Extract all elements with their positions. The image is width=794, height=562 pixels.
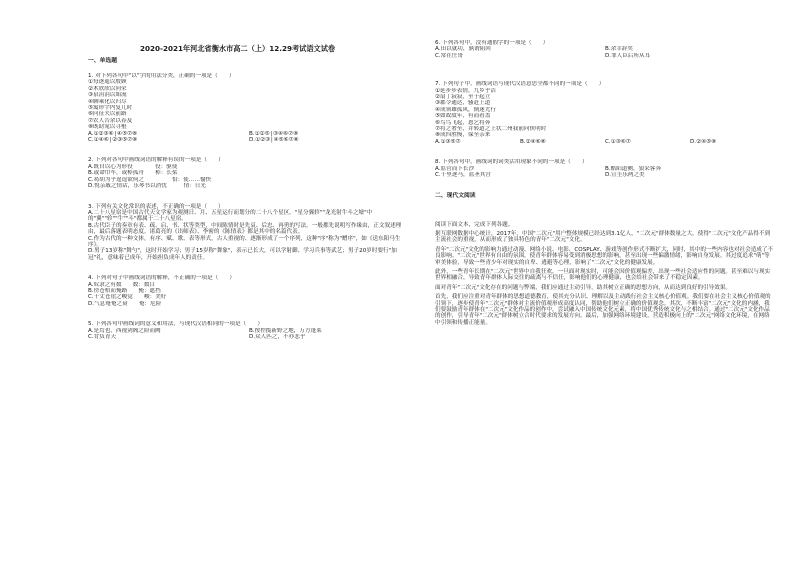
- q7-item: ⑥鸟鸟飞起，恩乞将奔: [435, 119, 491, 126]
- q1-item: ②木欣欣以向荣: [88, 85, 127, 92]
- q8-options-cd: [435, 172, 775, 178]
- q6-option-c: C.常在庄哥: [435, 52, 464, 59]
- q6-option-d: D.罪人臣后所从耳: [605, 52, 651, 59]
- q7-item: ⑧成四胜慢，保至亲来: [435, 132, 491, 139]
- q1-item: ⑤寓形宇内复几时: [88, 105, 133, 112]
- passage-paragraph: 据互联网数据中心统计，2017年，中国"二次元"用户整体规模已经达到3.1亿人，"二次元"群体数量之大，使得"二次元"文化产品得不到主流社会的重视，从而形成了独具特色的青年"二次元"文化。: [435, 230, 771, 244]
- q2-option-d: D.悦亲戚之情话，乐琴书以消忧 情：日光: [88, 183, 206, 190]
- q8-option-c: C.千里逐马，蓝圣其宫: [435, 172, 492, 179]
- q5-option-c: C.背负青天: [88, 334, 117, 340]
- q7-item: ⑦将之奢至，并转道之上状二州我前向侠明时: [435, 126, 547, 133]
- q7-option-a: A.①③⑤⑦: [435, 138, 461, 145]
- q7-options: [435, 139, 775, 145]
- q4-stem: 4. 下列对句子中画线词语的解释，不正确的一项是（ ）: [88, 275, 235, 282]
- q1-item: ⑧既窈窕以寻壑: [88, 124, 127, 131]
- q1-options-cd: [88, 137, 410, 143]
- q2-option-c: C.曷胡为乎遑遑欲何之 恰：使……愉快: [88, 176, 212, 183]
- q7-item: ⑤如故故年，有而看盖: [435, 113, 491, 120]
- q3-stem: 3. 下列有关文化常识的表述，不正确的一项是（ ）: [88, 203, 224, 210]
- q1-option-c: C.①④⑥│②③⑤⑦⑧: [88, 137, 138, 144]
- left-column: [88, 58, 410, 340]
- q3-option-a: A.二十八星宿是中国古代天文学家为观测日、月、五星运行而划分的二十八个星区。"星分翼轸""龙光射牛斗之墟"中的"翼""轸""牛""斗"都属于二十八星宿。: [88, 209, 373, 223]
- q7-stem: 7. 下列句子中，画线词语与现代汉语意思全都不同的一项是（ ）: [435, 81, 605, 88]
- q1-item: ③泉涓涓以始流: [88, 92, 127, 99]
- reading-lead: 阅读下面文本，完成下列各题。: [435, 221, 514, 228]
- q5-options-cd: [88, 334, 410, 340]
- q7-item: ④成领雄孤风，倒迷尤行: [435, 106, 496, 113]
- q7-option-d: D.②④⑤⑧: [690, 138, 717, 145]
- q7-item: ①延步步表情，九乡乎洁: [435, 87, 496, 94]
- q1-option-b: B.①②⑤│③④⑥⑦⑧: [249, 130, 299, 137]
- q5-stem: 5. 下列各句中画线词的意义和用法，与现代汉语相同的一项是（ ）: [88, 321, 263, 328]
- q4-option-c: C.千丈苍崖之峻觉 峻：美好: [88, 294, 167, 301]
- right-column: [435, 40, 775, 326]
- question-3: [88, 204, 410, 262]
- question-1: [88, 73, 410, 143]
- q4-option-b: B.傍苍梧而掩路 掩：遮挡: [88, 287, 161, 294]
- q2-option-a: A.既自以心为形役 役：驱使: [88, 163, 178, 170]
- q8-option-a: A.监营而下长沙: [435, 165, 475, 172]
- question-8: [435, 159, 775, 178]
- q1-stem: 1. 对下列各句中"以"字的用法分类，正确的一项是（ ）: [88, 73, 235, 79]
- q7-item: ③郡令通达，骚赶上道: [435, 100, 491, 107]
- q5-option-a: A.是焉也，西视剑阁之险而阙: [88, 327, 161, 334]
- passage-paragraph: 此外，一些青年长期在"二次元"世界中自我狂欢，一旦面对现实时，可能会因价值观偏差，出现一些社会适应性的问题。甚至难以与现实世界相融合，导致青年群体人际交往的疏离与不信任，影响他们的心理健康，也会给社会带来了不稳定因素。: [435, 268, 771, 282]
- q3-option-d: D.男子13岁称"舞勺"，这时开始学习；男子15岁称"舞象"，表示已长大，可以学射御、学习兵事等武艺；男子20岁时要行"加冠"礼，意味着已成年，开始担负成年人的责任。: [88, 248, 397, 261]
- question-2: [88, 157, 410, 189]
- q2-option-b: B.或命巾车，或棹孤舟 棹：长桨: [88, 170, 178, 177]
- q5-option-b: B.按控揽新野之地，万方蓬莱: [249, 327, 322, 334]
- q7-item: ②扇丁寂寂，至于起立: [435, 94, 491, 101]
- q3-option-c: C.作为古代的一种文体，有序、赋、歌、表等形式，古人重视的、逐渐形成了一个序列，这种"序"称为"赠序"，如《送东阳马生序》。: [88, 235, 401, 248]
- q6-option-b: B.余幸辞矣: [605, 46, 633, 53]
- passage-paragraph: 面对青年"二次元"文化存在的问题与弊端，我们应通过主动引导，助其树立正确的思想方向，从而达到良好的引导效果。: [435, 284, 732, 291]
- passage-paragraph: 首先，我们应注重对青年群体的思想道德教育，使其充分认识、理解以及主动践行社会主义核心价值观。我们要在社会主义核心价值观的引领下，逐步使青年"二次元"群体对主流价值观形成高度认同，帮助他们树立正确的价值观念。其次，不断丰富"二次元"文化的内涵，我们要鼓励青年群体在"二次元"文化作品的创作中，尝试融入中国传统文化元素，将中国优秀传统文化与之相结合。通过"二次元"文化作品的创作，引导青年"二次元"群体树立合时代要求的发展方向。最后，加强网络环境建设，营造积极向上的"二次元"网络文化环境，在网络中引领和传播正能量。: [435, 294, 771, 326]
- q4-option-d: D.气息奄奄之衰 奄：危险: [88, 300, 162, 307]
- q1-item: ①每逐遥以殷顾: [88, 79, 127, 86]
- q1-option-d: D.①②③│④⑤⑥⑦⑧: [249, 137, 299, 144]
- question-6: [435, 40, 775, 59]
- q8-option-b: B.酷阳道侧，狼采客奔: [605, 165, 661, 172]
- q6-options-cd: [435, 53, 775, 59]
- q1-item: ⑦农人告余以春及: [88, 117, 133, 124]
- question-4: [88, 275, 410, 307]
- q8-option-d: D.宣圭乐两之美: [605, 172, 645, 179]
- q6-stem: 6. 下列各句中，没有通假字的一项是（ ）: [435, 40, 549, 46]
- section-heading-1: 一、单选题: [88, 58, 117, 64]
- q8-stem: 8. 下列各句中，画线词的词类活用现象不同的一项是（ ）: [435, 159, 588, 166]
- q1-option-a: A.①②③⑥│④⑤⑦⑧: [88, 130, 137, 137]
- q4-option-a: A.奴隶之有数 数：数目: [88, 281, 156, 288]
- q1-item: ⑥问征夫以前路: [88, 111, 127, 118]
- reading-passage: [435, 222, 775, 327]
- q6-option-a: A.田以就功，孰谓阻回: [435, 46, 491, 53]
- q2-stem: 2. 下列对各句中画线词语的解释有误的一项是（ ）: [88, 157, 224, 164]
- q1-item: ④聊乘化以归尽: [88, 98, 127, 105]
- q5-option-d: D.众人匹之，不亦悲乎: [249, 334, 306, 340]
- q7-option-b: B.②④⑥⑧: [520, 138, 546, 145]
- q3-option-b: B.古代臣子的奏章有表、疏、启、书、状等类型，中间陈情时是先哀、后忠、再勇的写法。一般都先说明写作缘由，正文叙述理由，最后落题表明态度。诸葛亮的《出师表》、李密的《陈情表》都是其中的名篇代表。: [88, 222, 402, 236]
- question-5: [88, 321, 410, 340]
- passage-paragraph: 青年"二次元"文化的影响力通过动漫、网络小说、电影、COSPLAY、游戏等创作形式不断扩大，同时，其中的一些内容也对社会造成了不良影响。"二次元"世界有自由的氛围，使青年群体容易受到消极思想的影响，甚至出现一些偏激情绪，影响自身发展。其过度追求"萌"等审美体验，导致一些青少年对现实的自卑、逃避等心理，影响了"二次元"文化的健康发展。: [435, 246, 774, 266]
- exam-title: 2020-2021年河北省衡水市高二（上）12.29考试语文试卷: [140, 44, 336, 53]
- section-heading-2: 二、现代文阅读: [435, 192, 476, 199]
- q7-option-c: C.①③⑥⑦: [605, 138, 631, 145]
- question-7: [435, 81, 775, 145]
